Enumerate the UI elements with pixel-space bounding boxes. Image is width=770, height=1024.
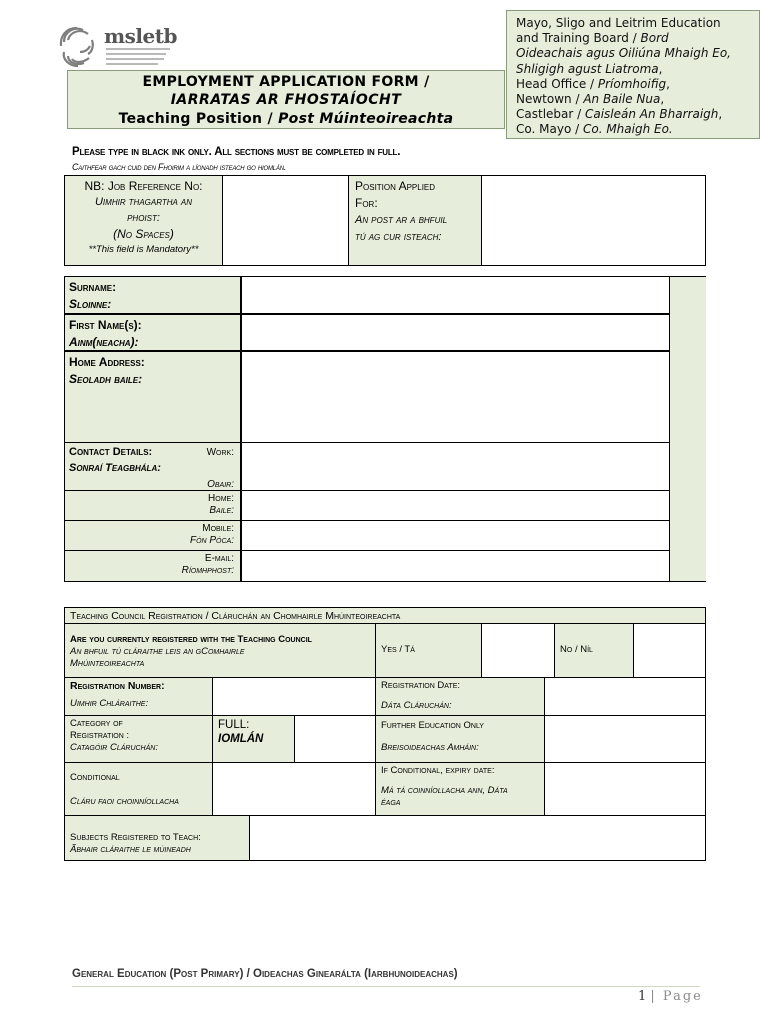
no-checkbox[interactable] [633,623,706,678]
no-label: No / Níl [554,623,634,678]
home-phone-label: Home: Baile: [65,491,242,520]
logo-wordmark: msletb [104,24,177,48]
email-input[interactable] [242,551,669,581]
contact-work-row [65,443,669,491]
yes-checkbox[interactable] [481,623,555,678]
contact-mobile-row [65,521,669,551]
yes-label: Yes / Tá [375,623,482,678]
registration-date-label: Registration Date: Dáta Cláruchán: [375,677,545,716]
conditional-label: Conditional Cláru faoi choinníollacha [64,762,213,816]
surname-input[interactable] [242,277,669,313]
address-line-irish: Caisleán An Bharraigh [584,107,719,122]
logo-tagline-line [106,63,158,65]
surname-label: Surname: Sloinne: [65,277,242,313]
job-reference-input[interactable] [223,176,349,266]
email-label: E-mail: Ríomhphost: [65,551,242,581]
registration-number-input[interactable] [212,677,376,716]
registration-number-label: Registration Number: Uimhir Chláraithe: [64,677,213,716]
full-checkbox[interactable] [294,715,376,763]
teaching-council-table [64,607,706,861]
home-address-input[interactable] [242,352,669,442]
instructions-english: Please type in black ink only. All sections must be completed in full. [72,146,401,158]
job-reference-table [64,175,706,266]
address-line: Co. Mayo [516,122,572,137]
job-reference-label: NB: Job Reference No: Uimhir thagartha an phoist: (No Spaces) **This field is Mandatory** [65,176,223,266]
title-line-english: EMPLOYMENT APPLICATION FORM / [142,74,430,90]
address-line-irish: Co. Mhaigh Eo. [582,122,673,137]
personal-details-table [64,276,706,582]
address-line: and Training Board [516,31,629,46]
subjects-label: Subjects Registered to Teach: Ãbhair cláraithe le múineadh [64,815,250,861]
address-line-irish: Príomhoifig [597,76,667,91]
personal-details-side-strip [669,277,706,581]
full-label: FULL: IOMLÁN [212,715,295,763]
further-education-label: Further Education Only Breisoideachas Amháin: [375,715,545,763]
contact-details-label: Contact Details: Work: Sonraí Teagbhála: Obair: [65,443,242,490]
firstname-row [65,315,669,352]
address-line-irish: Bord [640,31,669,46]
logo-tagline-line [106,53,166,55]
subjects-input[interactable] [249,815,706,861]
footer-section-title: General Education (Post Primary) / Oideachas Ginearálta (Iarbhunoideachas) [72,968,458,980]
address-row [65,352,669,443]
firstname-label: First Name(s): Ainm(neacha): [65,315,242,350]
address-line: Mayo, Sligo and Leitrim Education [516,16,721,30]
registration-date-input[interactable] [544,677,706,716]
address-line: Head Office [516,76,587,91]
expiry-date-label: If Conditional, expiry date: Má tá coinníollacha ann, Dáta éaga [375,762,545,816]
contact-email-row [65,551,669,581]
position-applied-input[interactable] [482,176,706,266]
work-phone-input[interactable] [242,443,669,490]
mobile-label: Mobile: Fón Póca: [65,521,242,550]
further-education-checkbox[interactable] [544,715,706,763]
page-number: 1 | Page [638,989,703,1004]
logo-swirl-icon [52,22,102,72]
conditional-checkbox[interactable] [212,762,376,816]
logo-tagline-line [106,48,170,50]
title-position: Teaching Position / Post Múinteoireachta [118,111,454,127]
mobile-input[interactable] [242,521,669,550]
expiry-date-input[interactable] [544,762,706,816]
contact-home-row [65,491,669,521]
category-label: Category of Registration : Catagóir Cláruchán: [64,715,213,763]
surname-row [65,277,669,315]
home-address-label: Home Address: Seoladh baile: [65,352,242,442]
title-line-irish: IARRATAS AR FHOSTAÍOCHT [170,92,402,108]
position-applied-label: Position Applied For: An post ar a bhfuil tú ag cur isteach: [349,176,482,266]
form-title [67,70,505,129]
teaching-council-heading: Teaching Council Registration / Cláruchán an Chomhairle Mhúinteoireachta [64,607,706,624]
footer-divider [72,986,700,987]
address-line-irish: Oideachais agus Oiliúna Mhaigh Eo, [516,46,731,61]
address-line-irish: An Baile Nua [583,92,661,107]
registered-question: Are you currently registered with the Teaching Council An bhfuil tú cláraithe leis an gComhairle Mhúinteoireachta [64,623,376,678]
address-line-irish: Shligigh agust Liatroma [516,61,659,76]
instructions-irish: Caithfear gach cuid den Fhoirim a líonadh isteach go hiomlán. [72,162,287,172]
home-phone-input[interactable] [242,491,669,520]
address-line: Newtown [516,92,572,107]
address-box: Mayo, Sligo and Leitrim Education and Training Board / Bord Oideachais agus Oiliúna Mhaigh Eo, Shligigh agust Liatroma, Head Office / Príomhoifig, Newtown / An Baile Nua, Castlebar / Caisleán An Bharraigh, Co. Mayo / Co. Mhaigh Eo. [506,10,760,139]
firstname-input[interactable] [242,315,669,350]
address-line: Castlebar [516,107,574,122]
logo-tagline-line [106,58,164,60]
